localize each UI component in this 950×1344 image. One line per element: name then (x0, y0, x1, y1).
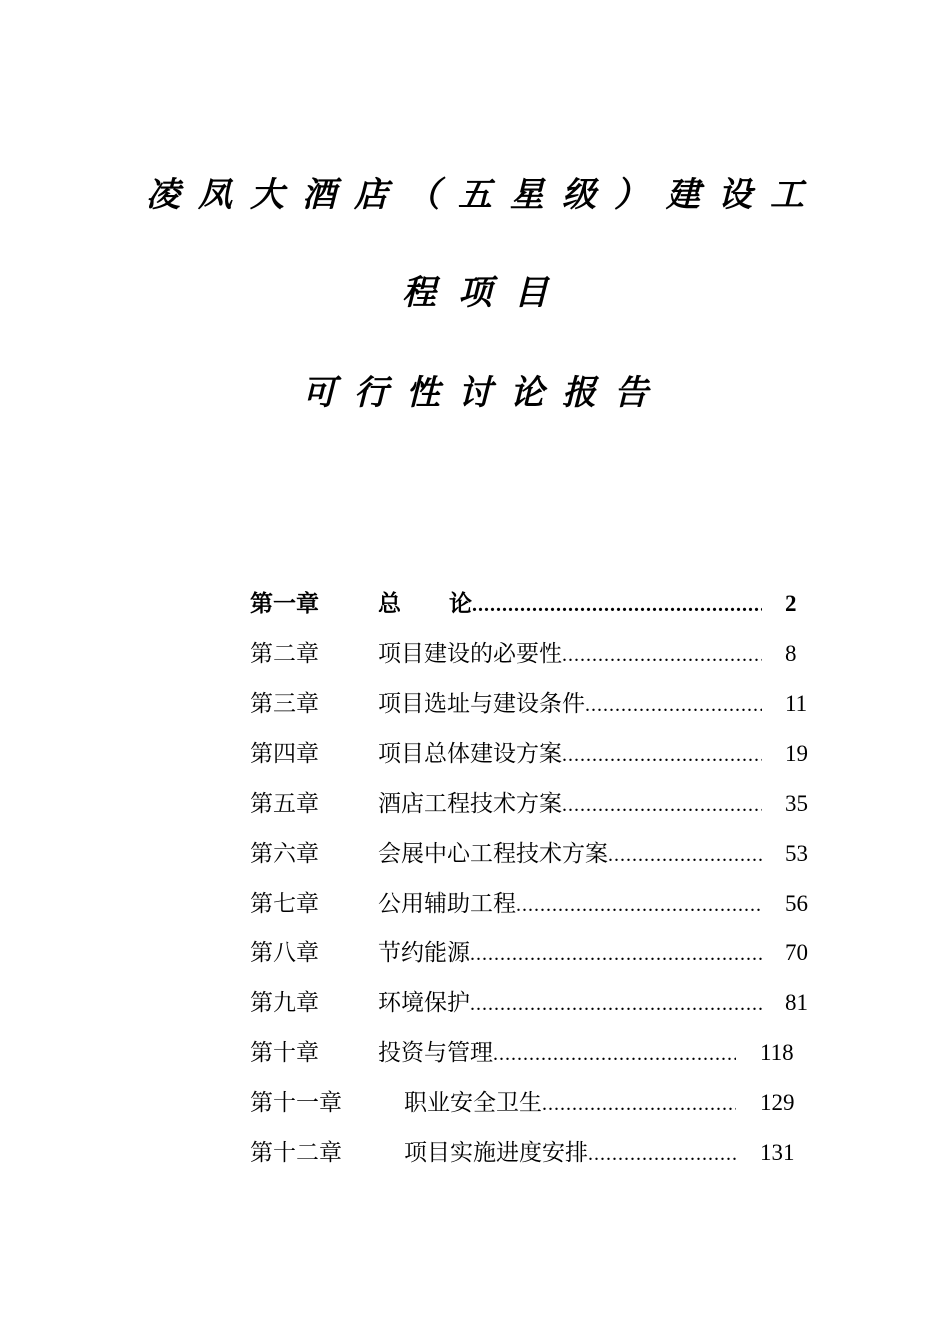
toc-row[interactable] (0, 889, 950, 919)
toc-row[interactable] (0, 839, 950, 869)
toc-chapter: 第八章 (250, 940, 319, 966)
toc-title: 职业安全卫生 ..... (404, 1088, 736, 1119)
toc-page: 56 (785, 891, 808, 916)
toc-row[interactable] (0, 988, 950, 1018)
toc-chapter: 第二章 (250, 641, 319, 667)
toc-title: 项目建设的必要性 ..... (378, 639, 762, 670)
toc-title: 总 论 ..... (378, 589, 762, 620)
toc-row[interactable] (0, 789, 950, 819)
toc-row[interactable] (0, 639, 950, 669)
toc-chapter: 第三章 (250, 691, 319, 717)
toc-chapter: 第十一章 (250, 1090, 342, 1116)
toc-row[interactable] (0, 1088, 950, 1118)
toc-page: 118 (760, 1040, 794, 1065)
toc-page: 81 (785, 990, 808, 1015)
toc-title: 公用辅助工程 ..... (378, 889, 762, 920)
toc-chapter: 第七章 (250, 891, 319, 917)
toc-page: 19 (785, 741, 808, 766)
title-line-3: 可行性讨论报告 (302, 373, 666, 413)
toc-title: 环境保护 ..... (378, 988, 762, 1019)
toc-row[interactable] (0, 739, 950, 769)
toc-row[interactable] (0, 938, 950, 968)
toc-page: 129 (760, 1090, 795, 1115)
toc-page: 70 (785, 940, 808, 965)
toc-title: 节约能源 ..... (378, 938, 762, 969)
title-line-1: 凌凤大酒店（五星级）建设工 (146, 175, 822, 215)
title-line-2: 程项目 (402, 273, 570, 313)
toc-title: 投资与管理 ..... (378, 1038, 736, 1069)
toc-row[interactable] (0, 589, 950, 619)
toc-chapter: 第九章 (250, 990, 319, 1016)
toc-chapter: 第一章 (250, 591, 319, 617)
toc-chapter: 第五章 (250, 791, 319, 817)
toc-row[interactable] (0, 1138, 950, 1168)
toc-page: 11 (785, 691, 808, 716)
toc-page: 35 (785, 791, 808, 816)
toc-page: 8 (785, 641, 797, 666)
toc-chapter: 第十二章 (250, 1140, 342, 1166)
toc-title: 项目选址与建设条件 ..... (378, 689, 762, 720)
toc-title: 会展中心工程技术方案 ..... (378, 839, 762, 870)
toc-title: 酒店工程技术方案 ..... (378, 789, 762, 820)
toc-page: 131 (760, 1140, 795, 1165)
toc-row[interactable] (0, 1038, 950, 1068)
toc-title: 项目实施进度安排 ..... (404, 1138, 736, 1169)
toc-chapter: 第四章 (250, 741, 319, 767)
toc-page: 2 (785, 591, 797, 616)
toc-chapter: 第六章 (250, 841, 319, 867)
toc-chapter: 第十章 (250, 1040, 319, 1066)
toc-row[interactable] (0, 689, 950, 719)
toc-page: 53 (785, 841, 808, 866)
toc-title: 项目总体建设方案 ..... (378, 739, 762, 770)
